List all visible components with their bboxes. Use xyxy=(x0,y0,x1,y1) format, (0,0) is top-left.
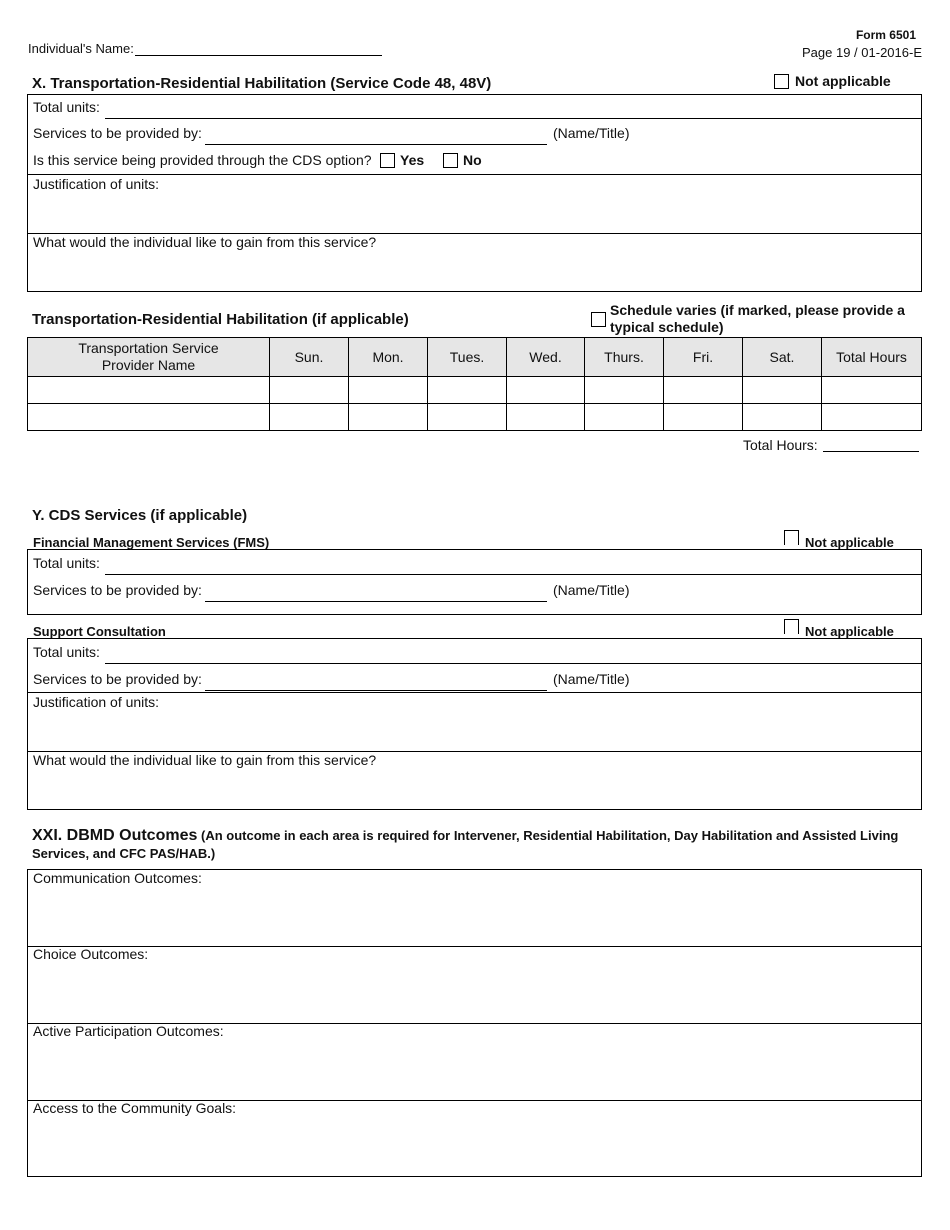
schedule-varies-checkbox[interactable] xyxy=(591,312,606,327)
schedule-varies-label: Schedule varies (if marked, please provide a typical schedule) xyxy=(610,302,905,335)
table-cell[interactable] xyxy=(28,404,270,431)
col-provider-name: Transportation Service Provider Name xyxy=(28,338,270,377)
support-not-applicable-label: Not applicable xyxy=(805,624,894,639)
section-xxi-divider-1 xyxy=(27,946,922,947)
section-x-not-applicable-checkbox[interactable] xyxy=(774,74,789,89)
schedule-table xyxy=(27,337,922,431)
table-cell[interactable] xyxy=(507,404,585,431)
section-x-cds-yes-label: Yes xyxy=(400,152,425,168)
table-row xyxy=(28,377,922,404)
section-x-services-field[interactable] xyxy=(205,144,547,145)
individuals-name-field[interactable] xyxy=(135,55,382,56)
support-name-title: (Name/Title) xyxy=(553,671,630,687)
schedule-total-hours-label: Total Hours: xyxy=(743,437,818,453)
table-cell[interactable] xyxy=(270,404,349,431)
fms-total-units-label: Total units: xyxy=(33,555,100,571)
section-x-divider-1 xyxy=(27,174,922,175)
fms-title: Financial Management Services (FMS) xyxy=(33,535,270,550)
section-x-total-units-field[interactable] xyxy=(105,118,922,119)
section-x-cds-no-label: No xyxy=(463,152,482,168)
table-cell[interactable] xyxy=(428,404,507,431)
section-x-box xyxy=(27,94,922,292)
individuals-name-label: Individual's Name: xyxy=(28,41,134,56)
table-cell[interactable] xyxy=(664,404,743,431)
table-cell[interactable] xyxy=(28,377,270,404)
table-cell[interactable] xyxy=(428,377,507,404)
section-x-justification-label: Justification of units: xyxy=(33,176,160,192)
section-x-cds-question: Is this service being provided through the CDS option? xyxy=(33,152,372,168)
table-row xyxy=(28,404,922,431)
access-community-goals-label: Access to the Community Goals: xyxy=(33,1100,237,1116)
col-fri: Fri. xyxy=(664,338,743,377)
choice-outcomes-label: Choice Outcomes: xyxy=(33,946,149,962)
table-cell[interactable] xyxy=(270,377,349,404)
form-number: Form 6501 xyxy=(855,28,916,42)
col-mon: Mon. xyxy=(349,338,428,377)
schedule-header-row xyxy=(28,338,922,377)
support-services-field[interactable] xyxy=(205,690,547,691)
schedule-title: Transportation-Residential Habilitation (if applicable) xyxy=(32,311,409,328)
table-cell[interactable] xyxy=(349,404,428,431)
table-cell[interactable] xyxy=(822,404,922,431)
table-cell[interactable] xyxy=(585,404,664,431)
section-x-cds-yes-checkbox[interactable] xyxy=(380,153,395,168)
section-y-title: Y. CDS Services (if applicable) xyxy=(32,507,248,524)
col-sat: Sat. xyxy=(743,338,822,377)
section-x-total-units-label: Total units: xyxy=(33,99,100,115)
fms-services-field[interactable] xyxy=(205,601,547,602)
schedule-total-hours-field[interactable] xyxy=(823,451,919,452)
section-xxi-heading xyxy=(32,827,924,863)
support-not-applicable-checkbox[interactable] xyxy=(784,619,799,634)
communication-outcomes-label: Communication Outcomes: xyxy=(33,870,202,886)
table-cell[interactable] xyxy=(822,377,922,404)
col-wed: Wed. xyxy=(507,338,585,377)
table-cell[interactable] xyxy=(507,377,585,404)
col-tues: Tues. xyxy=(428,338,507,377)
support-services-label: Services to be provided by: xyxy=(33,671,202,687)
section-x-name-title: (Name/Title) xyxy=(553,125,630,141)
table-cell[interactable] xyxy=(349,377,428,404)
col-total-hours: Total Hours xyxy=(822,338,922,377)
fms-name-title: (Name/Title) xyxy=(553,582,630,598)
section-x-title: X. Transportation-Residential Habilitation (Service Code 48, 48V) xyxy=(32,75,492,92)
support-title: Support Consultation xyxy=(33,624,166,639)
support-total-units-field[interactable] xyxy=(105,663,922,664)
fms-services-label: Services to be provided by: xyxy=(33,582,202,598)
section-x-services-label: Services to be provided by: xyxy=(33,125,202,141)
fms-not-applicable-checkbox[interactable] xyxy=(784,530,799,545)
support-justification-label: Justification of units: xyxy=(33,694,160,710)
table-cell[interactable] xyxy=(743,377,822,404)
support-divider-1 xyxy=(27,692,922,693)
section-x-not-applicable-label: Not applicable xyxy=(795,73,891,89)
table-cell[interactable] xyxy=(664,377,743,404)
table-cell[interactable] xyxy=(743,404,822,431)
page-info: Page 19 / 01-2016-E xyxy=(802,45,922,60)
active-participation-outcomes-label: Active Participation Outcomes: xyxy=(33,1023,224,1039)
section-x-gain-label: What would the individual like to gain from this service? xyxy=(33,234,377,250)
fms-total-units-field[interactable] xyxy=(105,574,922,575)
support-total-units-label: Total units: xyxy=(33,644,100,660)
col-sun: Sun. xyxy=(270,338,349,377)
fms-not-applicable-label: Not applicable xyxy=(805,535,894,550)
section-xxi-title: XXI. DBMD Outcomes xyxy=(32,827,198,844)
support-gain-label: What would the individual like to gain from this service? xyxy=(33,752,377,768)
section-xxi-note: (An outcome in each area is required for Intervener, Residential Habilitation, Day Habilitation and Assisted Living Services, and CFC PAS/HAB.) xyxy=(32,828,899,861)
col-thurs: Thurs. xyxy=(585,338,664,377)
section-x-cds-no-checkbox[interactable] xyxy=(443,153,458,168)
table-cell[interactable] xyxy=(585,377,664,404)
